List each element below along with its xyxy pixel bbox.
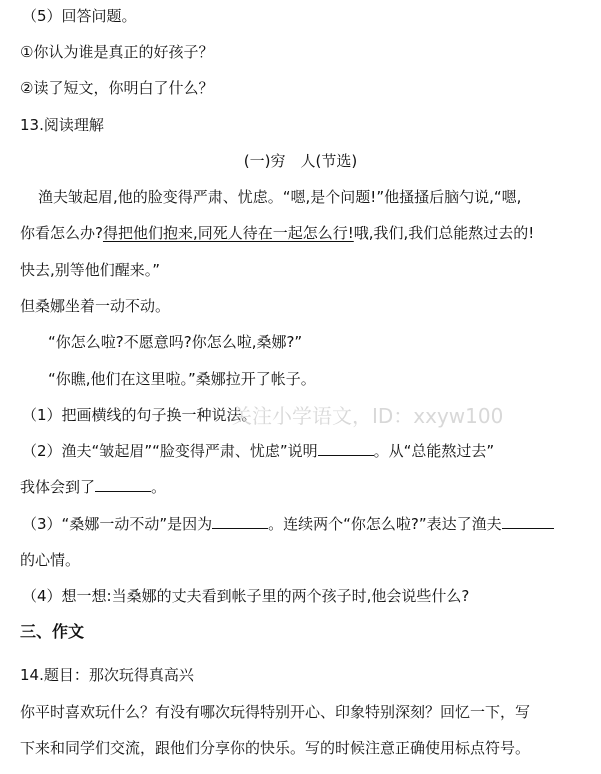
answer-blank[interactable] <box>318 441 374 456</box>
section-13-heading: 13.阅读理解 <box>20 116 104 134</box>
watermark: 关注小学语文，ID：xxyw100 <box>232 404 504 428</box>
question-text: 我体会到了 <box>20 478 96 496</box>
question-4: （4）想一想:当桑娜的丈夫看到帐子里的两个孩子时,他会说些什么? <box>22 587 470 605</box>
passage-title: (一)穷 人(节选) <box>243 152 358 170</box>
passage-line-dialogue-1: “你怎么啦?不愿意吗?你怎么啦,桑娜?” <box>48 333 303 351</box>
passage-line-sangna-still: 但桑娜坐着一动不动。 <box>20 297 171 315</box>
question-1: （1）把画横线的句子换一种说法。 <box>22 406 257 424</box>
question-text: 。 <box>151 478 167 496</box>
question-3-line-1 <box>22 514 554 534</box>
question-2-line-2 <box>20 477 166 497</box>
question-text: （2）渔夫“皱起眉”“脸变得严肃、忧虑”说明 <box>22 442 318 460</box>
answer-blank[interactable] <box>95 477 151 492</box>
passage-line-dialogue-2: “你瞧,他们在这里啦。”桑娜拉开了帐子。 <box>48 370 316 388</box>
underlined-sentence: 得把他们抱来,同死人待在一起怎么行! <box>102 224 354 242</box>
question-3-line-2: 的心情。 <box>20 551 81 569</box>
question-5-heading: （5）回答问题。 <box>22 7 137 25</box>
passage-paragraph-line-3: 快去,别等他们醒来。” <box>20 261 161 279</box>
section-3-heading: 三、作文 <box>20 622 85 641</box>
answer-blank[interactable] <box>502 514 554 529</box>
question-5-item-1: ①你认为谁是真正的好孩子？ <box>20 43 214 61</box>
essay-prompt-line-1: 你平时喜欢玩什么？有没有哪次玩得特别开心、印象特别深刻？回忆一下，写 <box>20 703 531 721</box>
question-2-line-1 <box>22 441 494 461</box>
question-text: 。从“总能熬过去” <box>373 442 495 460</box>
question-text: （3）“桑娜一动不动”是因为 <box>22 515 213 533</box>
passage-paragraph-line-2 <box>20 223 534 243</box>
question-5-item-2: ②读了短文，你明白了什么？ <box>20 79 214 97</box>
question-text: 。连续两个“你怎么啦?”表达了渔夫 <box>268 515 502 533</box>
essay-title: 14.题目：那次玩得真高兴 <box>20 666 194 684</box>
answer-blank[interactable] <box>212 514 268 529</box>
passage-text: 哦,我们,我们总能熬过去的! <box>353 224 535 242</box>
passage-text: 你看怎么办? <box>20 224 103 242</box>
passage-paragraph-line-1: 渔夫皱起眉,他的脸变得严肃、忧虑。“嗯,是个问题!”他搔搔后脑勺说,“嗯, <box>38 188 522 206</box>
essay-prompt-line-2: 下来和同学们交流，跟他们分享你的快乐。写的时候注意正确使用标点符号。 <box>20 739 531 757</box>
